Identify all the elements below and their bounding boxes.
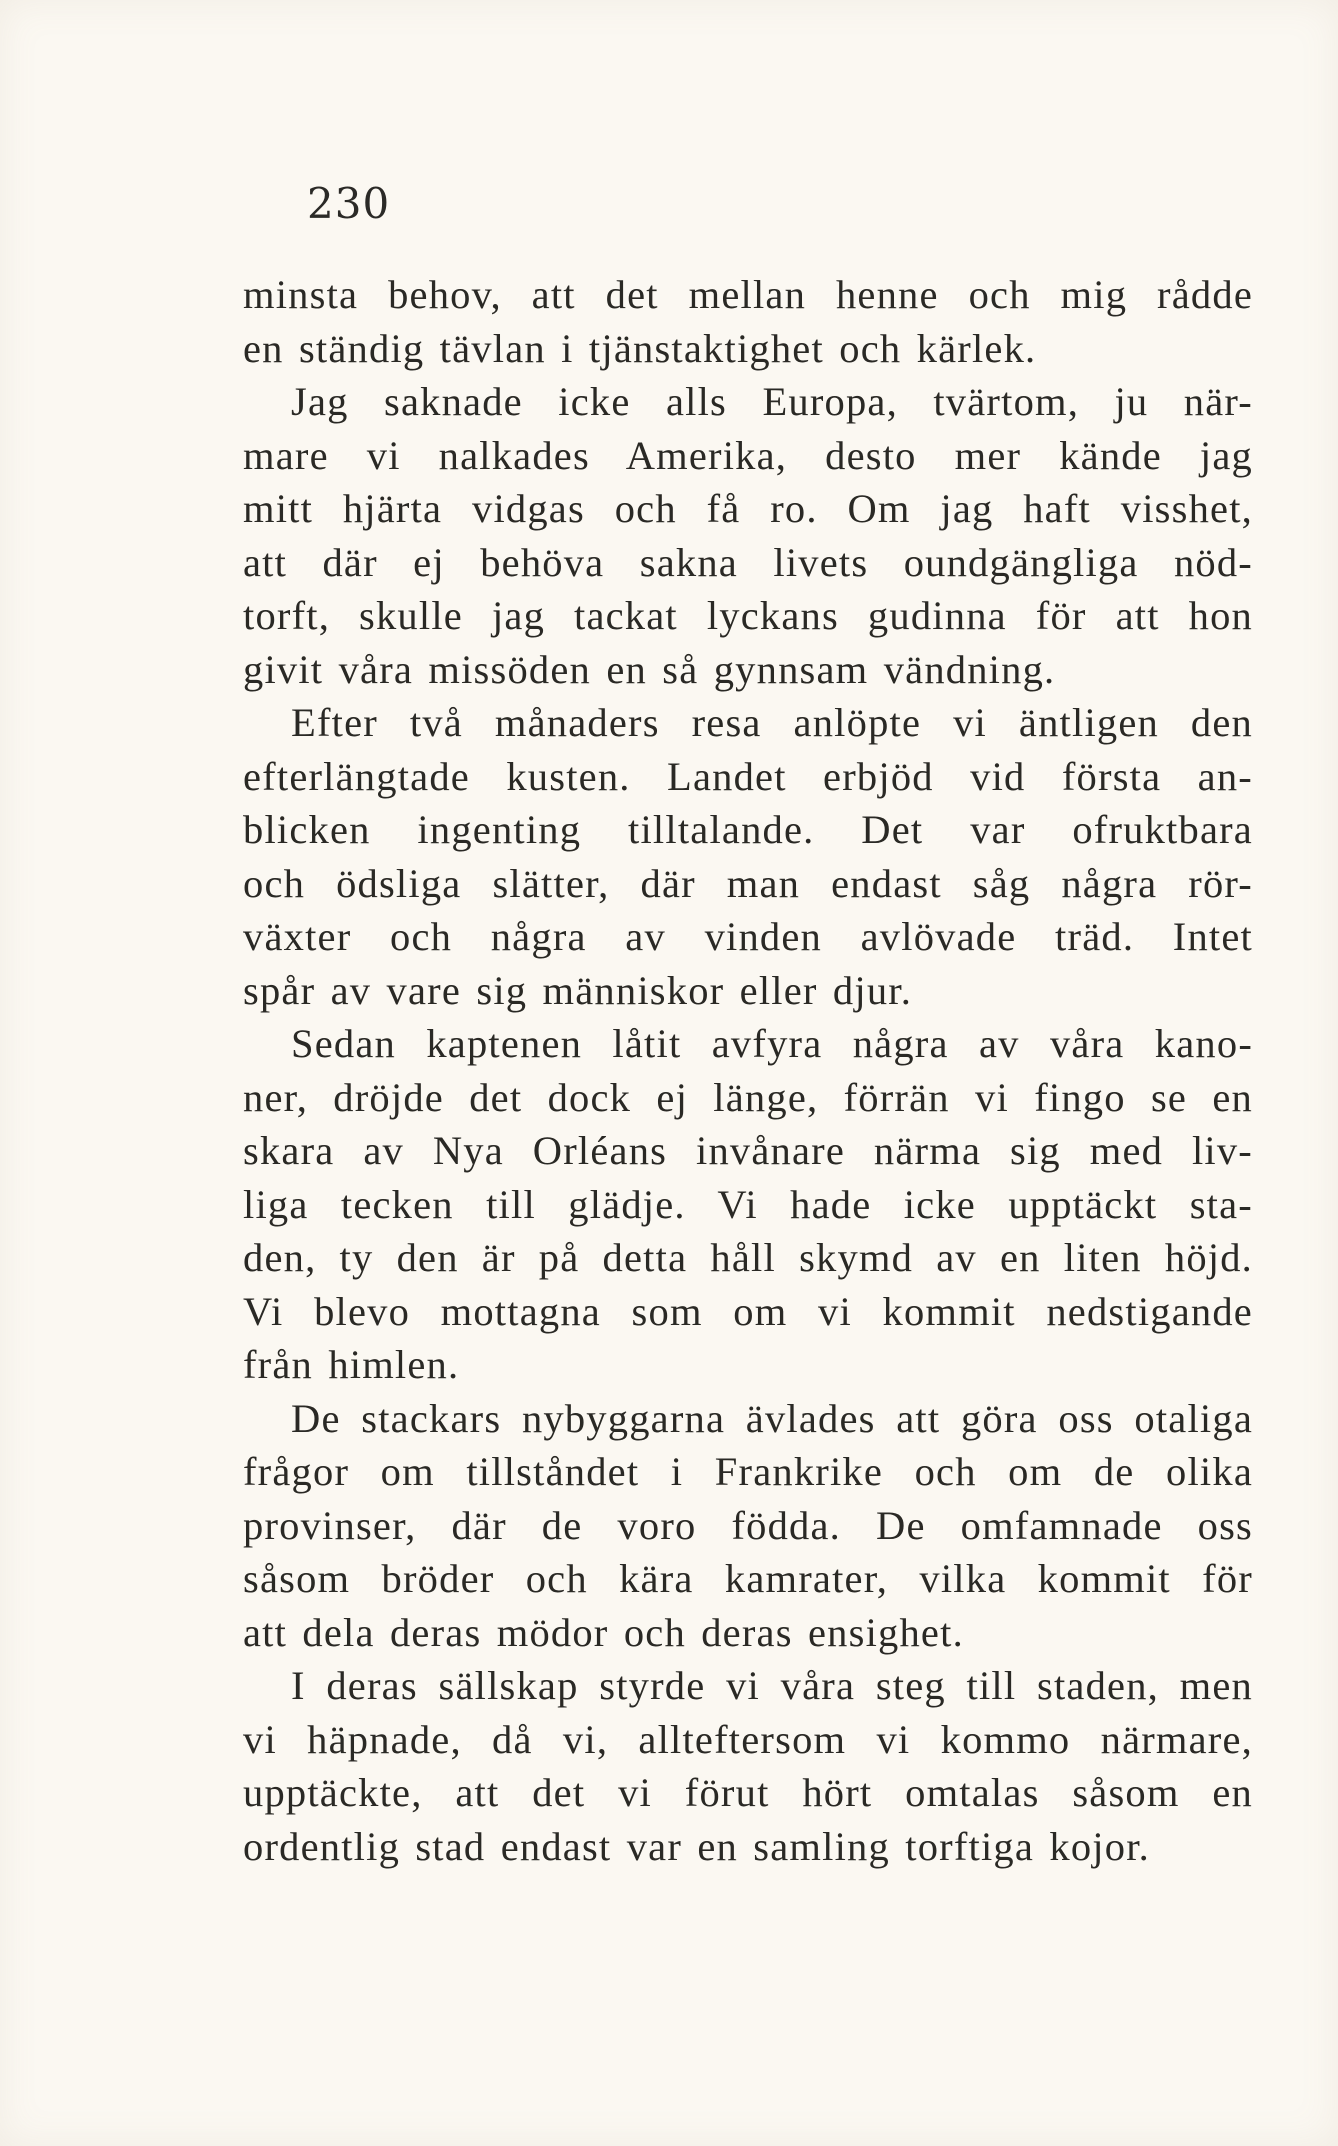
page-number: 230 [307, 179, 391, 228]
text-line: den, ty den är på detta håll skymd av en liten höjd. [243, 1235, 1253, 1280]
text-line: minsta behov, att det mellan henne och mig rådde [243, 272, 1253, 317]
text-line: Vi blevo mottagna som om vi kommit nedstigande [243, 1288, 1253, 1334]
text-line: såsom bröder och kära kamrater, vilka kommit för [243, 1556, 1253, 1601]
text-line: upptäckte, att det vi förut hört omtalas såsom en [243, 1770, 1253, 1815]
text-line: torft, skulle jag tackat lyckans gudinna för att hon [243, 593, 1253, 638]
text-line: ner, dröjde det dock ej länge, förrän vi fingo se en [243, 1074, 1253, 1120]
text-line: liga tecken till glädje. Vi hade icke upptäckt sta- [243, 1181, 1253, 1227]
paragraph [243, 1392, 1253, 1660]
text-line: Sedan kaptenen låtit avfyra några av våra kano- [291, 1021, 1253, 1066]
body-text [243, 268, 1253, 1873]
text-line: Efter två månaders resa anlöpte vi äntligen den [291, 700, 1253, 745]
paragraph [243, 1017, 1253, 1392]
text-line: frågor om tillståndet i Frankrike och om de olika [243, 1449, 1253, 1494]
text-line: provinser, där de voro födda. De omfamnade oss [243, 1502, 1253, 1548]
text-line: mare vi nalkades Amerika, desto mer kände jag [243, 432, 1253, 478]
text-line: och ödsliga slätter, där man endast såg några rör- [243, 860, 1253, 906]
text-line: spår av vare sig människor eller djur. [243, 967, 913, 1013]
text-line: givit våra missöden en så gynnsam vändning. [243, 646, 1056, 692]
text-line: från himlen. [243, 1342, 460, 1387]
text-line: blicken ingenting tilltalande. Det var ofruktbara [243, 807, 1253, 852]
text-line: I deras sällskap styrde vi våra steg till staden, men [291, 1663, 1253, 1708]
text-line: växter och några av vinden avlövade träd. Intet [243, 914, 1253, 959]
text-line: ordentlig stad endast var en samling torftiga kojor. [243, 1823, 1150, 1869]
text-line: De stackars nybyggarna ävlades att göra oss otaliga [291, 1395, 1253, 1441]
text-line: Jag saknade icke alls Europa, tvärtom, ju när- [291, 379, 1253, 424]
paragraph [243, 375, 1253, 696]
text-line: skara av Nya Orléans invånare närma sig med liv- [243, 1128, 1253, 1173]
paragraph [243, 696, 1253, 1017]
paragraph [243, 1659, 1253, 1873]
text-line: att dela deras mödor och deras ensighet. [243, 1609, 964, 1655]
text-line: efterlängtade kusten. Landet erbjöd vid första an- [243, 753, 1253, 799]
text-line: att där ej behöva sakna livets oundgängliga nöd- [243, 539, 1253, 585]
text-line: en ständig tävlan i tjänstaktighet och kärlek. [243, 325, 1037, 371]
text-line: mitt hjärta vidgas och få ro. Om jag haft visshet, [243, 486, 1253, 531]
paragraph [243, 268, 1253, 375]
text-line: vi häpnade, då vi, allteftersom vi kommo närmare, [243, 1716, 1253, 1762]
